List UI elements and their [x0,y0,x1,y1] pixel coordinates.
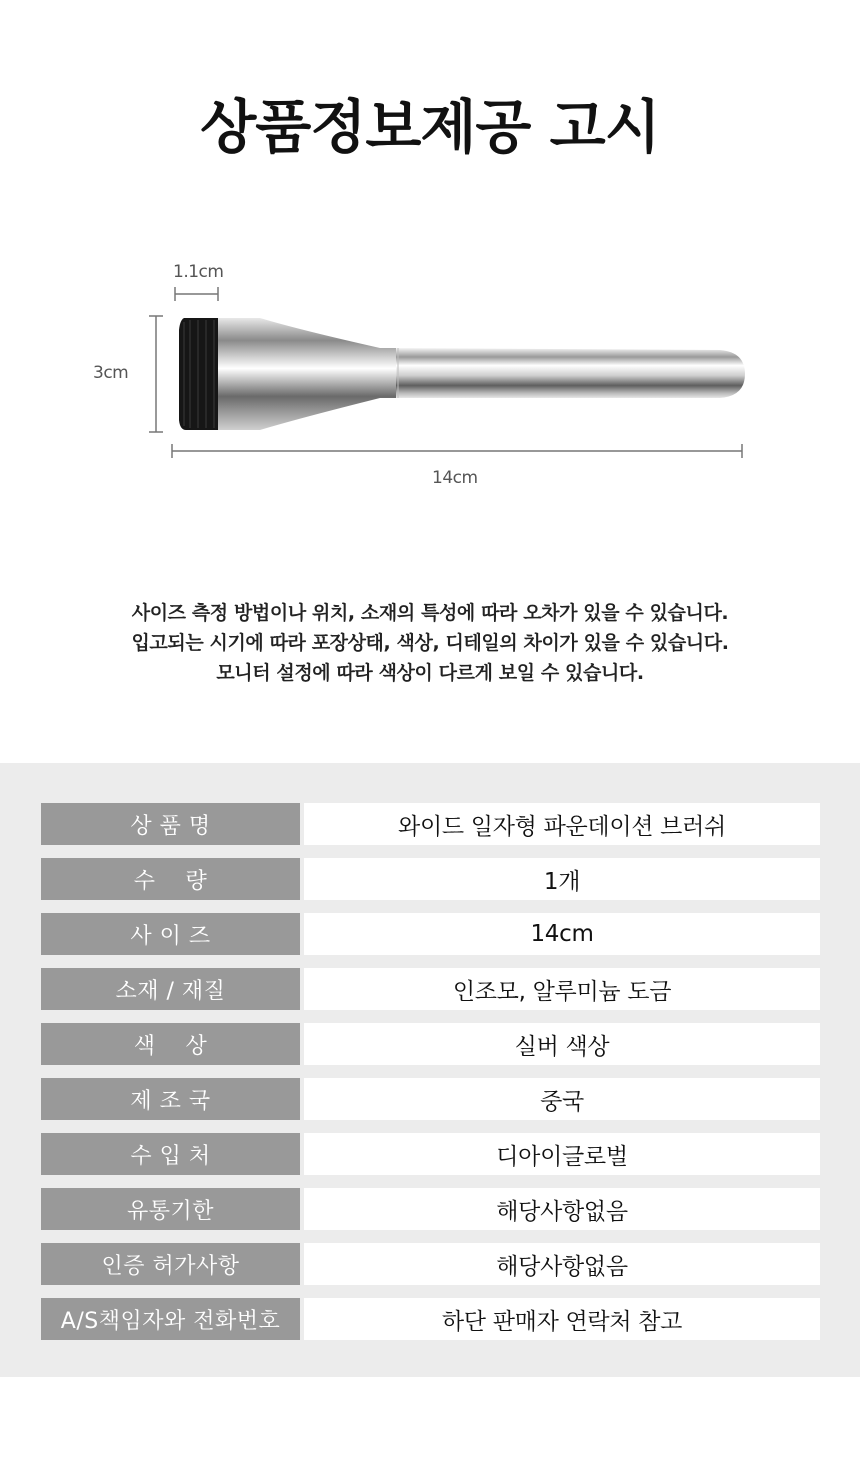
row-label: 제 조 국 [41,1078,300,1120]
row-value: 인조모, 알루미늄 도금 [304,968,820,1010]
notice-line: 입고되는 시기에 따라 포장상태, 색상, 디테일의 차이가 있을 수 있습니다. [131,632,729,654]
notice-line: 사이즈 측정 방법이나 위치, 소재의 특성에 따라 오차가 있을 수 있습니다. [131,602,729,624]
row-value: 해당사항없음 [304,1243,820,1285]
table-row [41,858,820,900]
length-dimension-line [172,444,742,458]
table-row [41,1298,820,1340]
page-title: 상품정보제공 고시 [200,93,660,161]
brush-ferrule [218,318,398,430]
row-value: 와이드 일자형 파운데이션 브러쉬 [304,803,820,845]
row-value: 실버 색상 [304,1023,820,1065]
row-label: A/S책임자와 전화번호 [41,1298,300,1340]
width-dimension-label: 1.1cm [173,262,224,282]
length-dimension-label: 14cm [432,468,478,488]
height-dimension-label: 3cm [93,363,129,383]
row-value: 중국 [304,1078,820,1120]
table-row [41,1188,820,1230]
row-value: 1개 [304,858,820,900]
notice-line: 모니터 설정에 따라 색상이 다르게 보일 수 있습니다. [216,662,644,684]
notice-text [0,598,860,688]
table-row [41,1023,820,1065]
brush-illustration [80,250,780,500]
product-figure [80,250,780,500]
row-label: 색 상 [41,1023,300,1065]
table-row [41,1078,820,1120]
row-value: 해당사항없음 [304,1188,820,1230]
row-value: 14cm [304,913,820,955]
row-label: 인증 허가사항 [41,1243,300,1285]
brush-handle [396,348,745,398]
width-dimension-line [175,287,218,301]
table-row [41,803,820,845]
table-row [41,1243,820,1285]
row-value: 하단 판매자 연락처 참고 [304,1298,820,1340]
product-info-section [0,763,860,1377]
table-row [41,968,820,1010]
row-value: 디아이글로벌 [304,1133,820,1175]
product-info-table [41,803,820,1353]
table-row [41,1133,820,1175]
table-row [41,913,820,955]
row-label: 수 량 [41,858,300,900]
height-dimension-line [149,316,163,432]
row-label: 사 이 즈 [41,913,300,955]
row-label: 수 입 처 [41,1133,300,1175]
row-label: 유통기한 [41,1188,300,1230]
row-label: 상 품 명 [41,803,300,845]
row-label: 소재 / 재질 [41,968,300,1010]
